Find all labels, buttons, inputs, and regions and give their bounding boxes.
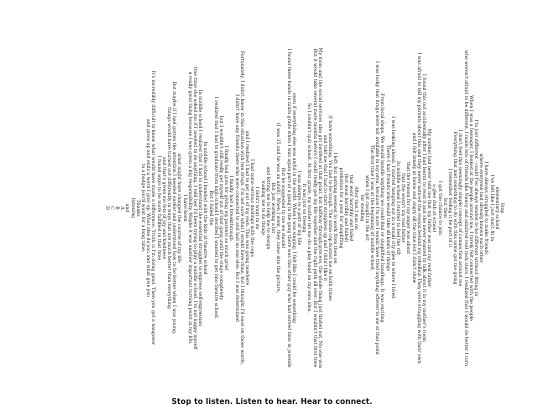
document-line: making me to do things <box>259 180 265 236</box>
document-line: I was lucky that drugs were not available in my area, because I'm sure I would have tried anything offered to me at that point <box>374 61 380 355</box>
document-line: After that I was on <box>353 186 359 230</box>
document-line: C <box>108 206 114 210</box>
document-line: who weren't afraid to be different. I made lots of friends like Nancy and admired real rock stars. I realized that I would do better I turn <box>462 50 468 366</box>
document-line: things would have turned out differently in ways that are much better than everything <box>166 107 171 309</box>
document-line: B <box>113 206 119 210</box>
document-line: I was looking ahead. I started hanging out in a small city glee to where I lived. <box>389 116 395 300</box>
document-line: My mom and the social services also got involved at that point, but halfway through process, the whole thing just fizzled out. No one was <box>316 47 322 369</box>
document-line: a glee club at school <box>431 184 437 232</box>
document-line: I found this out accidentally after I had learnt to read it and she never wanted to talk about it in my mother's room <box>420 73 426 343</box>
document-line: It's incredibly difficult to know what would have made a difference. Truth is I'm doing good. Then you get a hangover <box>150 70 156 346</box>
document-line: In middle school I started to feel the rift <box>394 161 400 255</box>
document-line: I didn't have any friends there who were connected to and had no one else. But I was determined <box>233 94 239 322</box>
document-line: But he suggested to me we should <box>280 167 286 249</box>
document-line: I got the chance to join <box>436 181 442 235</box>
document-line: I'm just different - could I've always tended to be different without fitting in <box>472 119 478 297</box>
document-line: (but went horribly and failed) <box>342 173 348 243</box>
document-line: I've felt like I just don't fit in <box>488 174 494 242</box>
document-line: (I was 15 and he was an adult). When I went, they came into the picture, <box>275 123 281 293</box>
document-line: that went horribly and failed <box>348 174 354 242</box>
document-line: The first time I was at the beginning of middle school, <box>368 144 374 272</box>
document-line: When I was a teenager, I looked at the people around me, I rarely felt connected with the people <box>467 95 473 321</box>
rotated-text-block <box>40 0 504 408</box>
document-line: and that's given me lots of joy and kindness <box>160 157 166 259</box>
document-line: I didn't want to do <box>254 186 260 230</box>
document-line: In middle school I realized that I had to understand the essential struggles to express self-expression <box>197 89 203 327</box>
document-line: But maybe if I had gotten the attention I needed earlier and understood how to be better when I was young, <box>171 81 177 335</box>
document-line: and I felt lonely at home and angry all the time but I didn't show <box>410 132 416 284</box>
document-line: There I had friends who would take all kinds of things <box>384 144 390 272</box>
document-line: and told me that I had to start straighten up and I didn't like it <box>322 134 328 282</box>
document-line: I found these bands in ninth grade when I was again part of a gang in the gang there was this other guy who had served time in juvenile <box>285 48 291 368</box>
document-line: From local shops. We would handle anything we could find or shoplifted handbags. It was exciting <box>379 93 385 323</box>
document-line: even if everything else was awful in the world. When I was singing, I felt like I could be something <box>290 92 296 323</box>
document-line: So I couldn't quit school. At first grade, my mother let me do a play band on my own idea. <box>306 103 312 313</box>
document-line: I found ways to be more fulfilled in that time <box>155 155 161 261</box>
document-line: One time she asked me if I needed to do anything. I told her I'd been trying to play a middle school. I'm not happy myself <box>192 66 198 350</box>
document-line: and gives up and ends a word I give up. What else do you and what give you <box>145 118 151 298</box>
document-line: In middle school I bonded with the kids at theatre school <box>202 141 208 275</box>
document-line: a really good thing because I was given a big responsibility. Maybe it was another important turning point in my life. <box>186 71 192 345</box>
document-line: My mother had never told me that my father was not my real father <box>426 128 432 288</box>
document-line: that the reason for my anger was about <box>405 161 411 255</box>
document-line: I have always struggled to make friends <box>483 161 489 255</box>
document-line: what might have changed the course of my life <box>176 153 182 263</box>
document-line: listening <box>129 197 135 219</box>
document-line: But it would take several more months before I could really get my life together and the right path all over. But I wouldn't that first time <box>311 48 317 368</box>
document-line: But just working a lot <box>270 182 276 234</box>
document-line: I finally had a breakthrough <box>228 175 234 241</box>
document-line: I don't feel this seemingly simple concept of connection around me <box>457 129 463 287</box>
document-line: Stop <box>499 202 504 214</box>
document-line: when I got caught in the act <box>363 175 369 241</box>
document-line: Everything that had something to do with this some got me going <box>452 131 458 285</box>
document-line: I had some serious dealings with the cops <box>249 159 255 257</box>
footer-caption: Stop to listen. Listen to hear. Hear to connect. <box>171 397 373 406</box>
document-line: Fortunately, I didn't know in this situation with two drugs. I'm not sure what I would have done, but I thought I'd ease on those words, <box>238 51 244 365</box>
document-line: and I realized I had to get out of my own. This was going nowhere <box>244 130 250 286</box>
document-line: But I failed the <box>207 190 213 226</box>
document-line: Thanks <box>134 199 140 217</box>
document-line: but I wouldn't still really get myself out of that gang until the stage completely <box>218 116 224 300</box>
document-line: that the wasn't my real father <box>400 173 406 243</box>
document-line: I finally had guts for giving my parents so much grief <box>223 145 229 271</box>
document-line: to a badge you'll want for a long time. <box>139 163 145 253</box>
document-line: and letting me to help me to design <box>264 166 270 250</box>
document-line: A <box>119 206 125 210</box>
document-line: but then <box>441 198 447 218</box>
document-line: I left, but nothing seemed to work from then on <box>332 152 338 264</box>
document-line: I have been <box>181 194 187 222</box>
document-line: I was afraid to tell my parents about this and they never noticed the reason behind my rebellion They were struggling with their own <box>415 52 421 364</box>
document-line: I realized that I had to graduate from high school I decided I wanted to get into theatre school. <box>212 96 218 320</box>
document-line: It was just so freeing <box>301 183 307 233</box>
document-line: where everyone had already known each other <box>478 153 484 263</box>
document-line: (I have something. You had to be tough. The same cop busted me on both times <box>327 115 333 301</box>
document-line: and <box>124 203 130 213</box>
document-line: for stealing <box>358 194 364 222</box>
document-line: I was always to a part of my life <box>296 170 302 246</box>
document-line: I remember feeling it be part of it <box>446 168 452 248</box>
document-line: probation for a year for shoplifting <box>337 167 343 249</box>
document-line: D <box>103 206 109 210</box>
document-line: elementary school <box>493 186 499 230</box>
